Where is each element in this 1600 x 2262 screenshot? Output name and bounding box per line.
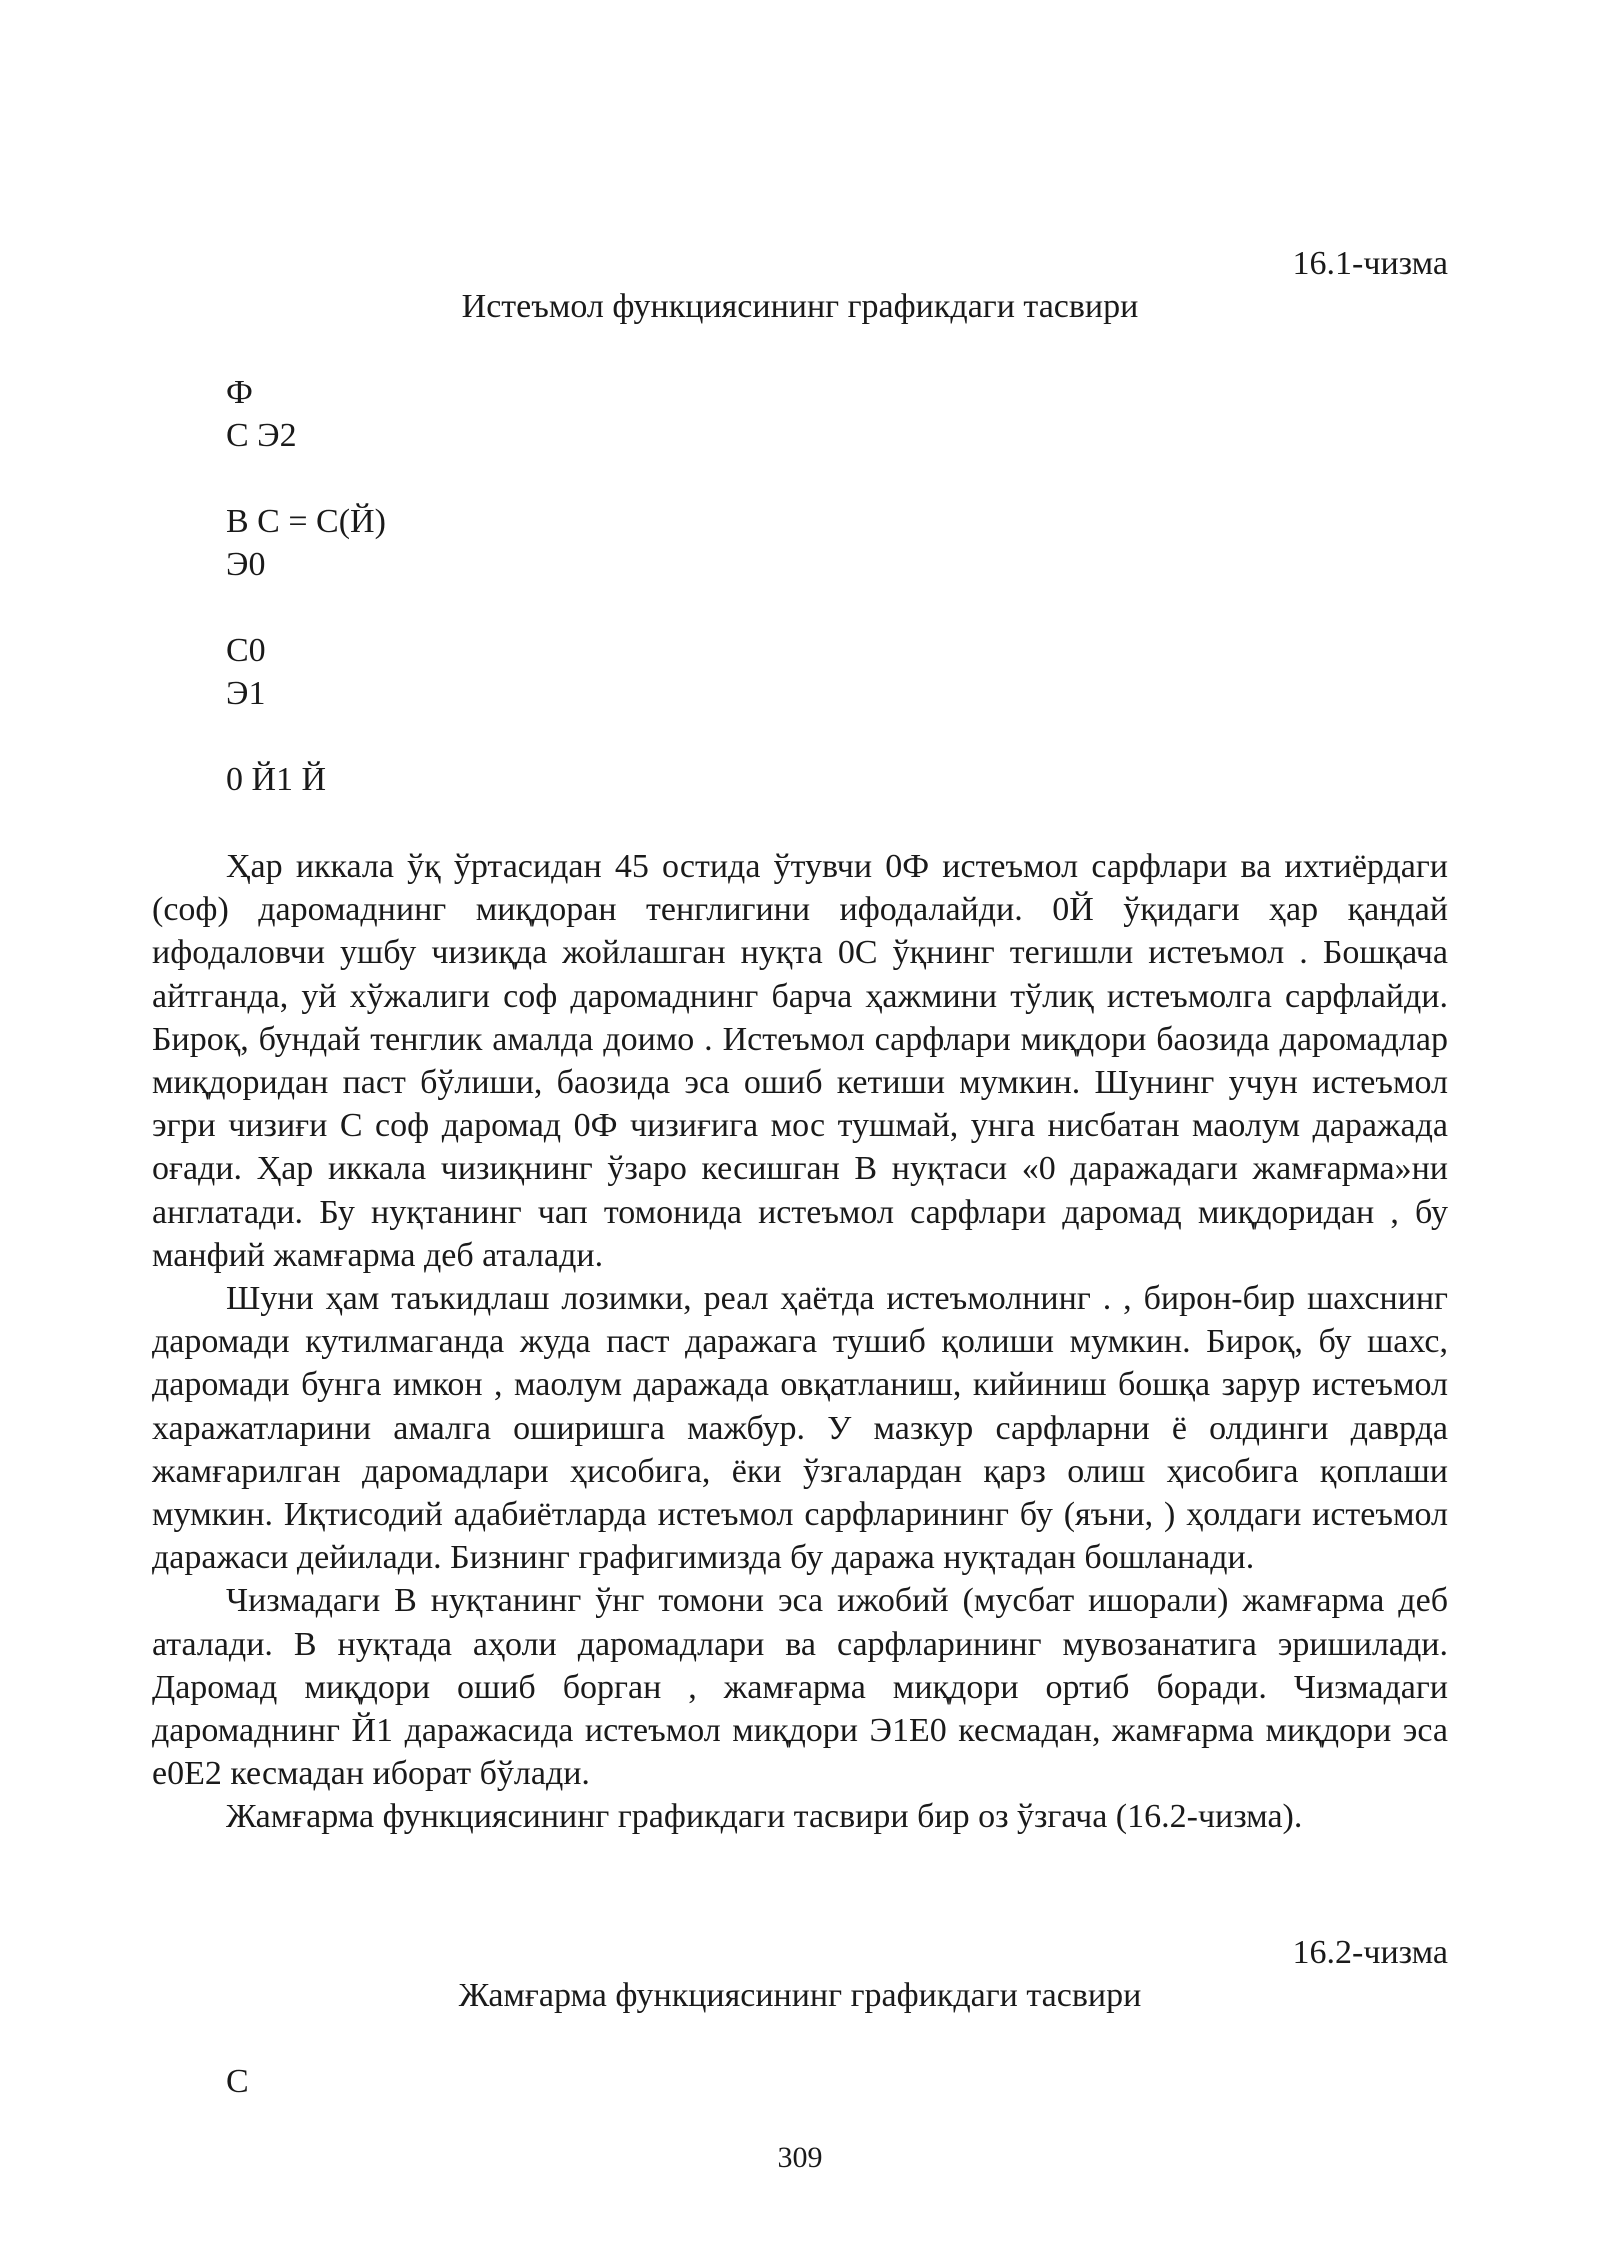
figure-1-label: 0 Й1 Й xyxy=(226,761,327,798)
figure-1-label: С Э2 xyxy=(226,417,297,454)
figure-1-label: С0 xyxy=(226,632,266,669)
figure-1-label: Э0 xyxy=(226,546,266,583)
figure-1-label: В С = С(Й) xyxy=(226,503,386,540)
figure-2-title: Жамғарма функциясининг графикдаги тасвири xyxy=(458,1977,1142,2014)
figure-2-label: С xyxy=(226,2063,249,2100)
body-text xyxy=(152,845,1448,1839)
paragraph: Шуни ҳам таъкидлаш лозимки, реал ҳаётда истеъмолнинг . , бирон-бир шахснинг даромади кутилмаганда жуда паст даражага тушиб қолиши мумкин. Бироқ, бу шахс, даромади бунга имкон , маолум даражада овқатланиш, кийиниш бошқа зарур истеъмол харажатларини амалга оширишга мажбур. У мазкур сарфларни ё олдинги даврда жамғарилган даромадлари ҳисобига, ёки ўзгалардан қарз олиш ҳисобига қоплаши мумкин. Иқтисодий адабиётларда истеъмол сарфларининг бу (яъни, ) ҳолдаги истеъмол даражаси дейилади. Бизнинг графигимизда бу даража нуқтадан бошланади. xyxy=(152,1280,1448,1577)
paragraph: Ҳар иккала ўқ ўртасидан 45 остида ўтувчи 0Ф истеъмол сарфлари ва ихтиёрдаги (соф) даромаднинг миқдоран тенглигини ифодалайди. 0Й ўқидаги ҳар қандай ифодаловчи ушбу чизиқда жойлашган нуқта 0С ўқнинг тегишли истеъмол . Бошқача айтганда, уй хўжалиги соф даромаднинг барча ҳажмини тўлиқ истеъмолга сарфлайди. Бироқ, бундай тенглик амалда доимо . Истеъмол сарфлари миқдори баозида даромадлар миқдоридан паст бўлиши, баозида эса ошиб кетиши мумкин. Шунинг учун истеъмол эгри чизиғи С соф даромад 0Ф чизиғига мос тушмай, унга нисбатан маолум даражада оғади. Ҳар иккала чизиқнинг ўзаро кесишган В нуқтаси «0 даражадаги жамғарма»ни англатади. Бу нуқтанинг чап томонида истеъмол сарфлари даромад миқдоридан , бу манфий жамғарма деб аталади. xyxy=(152,848,1448,1274)
figure-1-title: Истеъмол функциясининг графикдаги тасвири xyxy=(461,288,1139,325)
paragraph: Чизмадаги В нуқтанинг ўнг томони эса ижобий (мусбат ишорали) жамғарма деб аталади. В нуқтада аҳоли даромадлари ва сарфларининг мувозанатига эришилади. Даромад миқдори ошиб борган , жамғарма миқдори ортиб боради. Чизмадаги даромаднинг Й1 даражасида истеъмол миқдори Э1Е0 кесмадан, жамғарма миқдори эса е0Е2 кесмадан иборат бўлади. xyxy=(152,1582,1448,1793)
paragraph: Жамғарма функциясининг графикдаги тасвири бир оз ўзгача (16.2-чизма). xyxy=(226,1798,1303,1836)
figure-1-number: 16.1-чизма xyxy=(1292,245,1448,282)
figure-1-label: Э1 xyxy=(226,675,266,712)
page-number: 309 xyxy=(777,2141,823,2174)
figure-1-label: Ф xyxy=(226,374,253,411)
figure-2-number: 16.2-чизма xyxy=(1292,1934,1448,1971)
